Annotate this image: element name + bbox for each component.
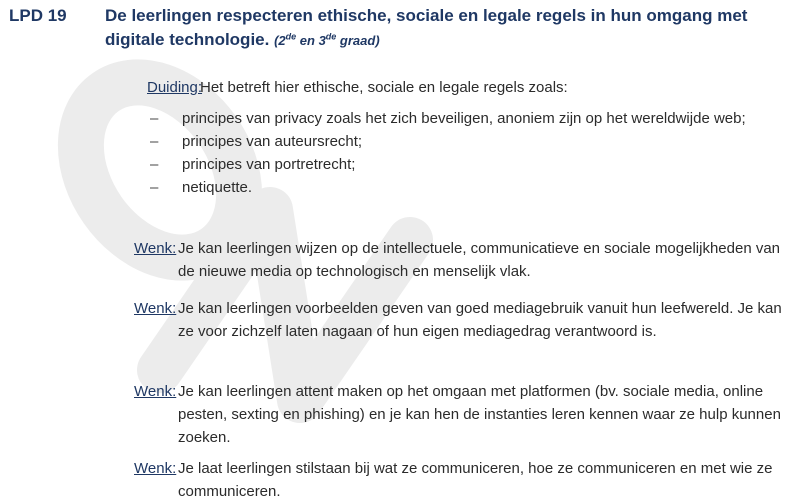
- grade-open: (2: [274, 33, 286, 48]
- dash-bullet: –: [150, 179, 159, 196]
- list-item: [150, 107, 790, 130]
- duiding-block: [147, 76, 787, 99]
- list-item-text: netiquette.: [182, 179, 253, 196]
- wenk-text: Je kan leerlingen voorbeelden geven van goed mediagebruik vanuit hun leefwereld. Je kan ze voor zichzelf laten nagaan of hun eigen mediagedrag verantwoord is.: [178, 300, 782, 340]
- dash-bullet: –: [150, 110, 159, 127]
- lpd-title-text: De leerlingen respecteren ethische, sociale en legale regels in hun omgang met digitale technologie.: [105, 6, 748, 49]
- lpd-grade: [274, 33, 380, 48]
- list-item: [150, 153, 790, 176]
- grade-mid: en 3: [296, 33, 326, 48]
- grade-sup-1: de: [285, 31, 297, 42]
- list-item-text: principes van portretrecht;: [182, 156, 356, 173]
- wenk-label: Wenk:: [134, 240, 177, 257]
- list-item-text: principes van auteursrecht;: [182, 133, 363, 150]
- wenk-block: [134, 237, 794, 283]
- lpd-title: [105, 4, 785, 53]
- dash-bullet: –: [150, 156, 159, 173]
- wenk-label: Wenk:: [134, 300, 177, 317]
- lpd-heading: [9, 4, 794, 53]
- wenk-text: Je kan leerlingen attent maken op het omgaan met platformen (bv. sociale media, online pesten, sexting en phishing) en je kan hen de instanties leren kennen waar ze hulp kunnen zoeken.: [178, 383, 781, 446]
- wenk-label: Wenk:: [134, 460, 177, 477]
- wenk-block: [134, 380, 794, 449]
- wenk-text: Je laat leerlingen stilstaan bij wat ze communiceren, hoe ze communiceren en met wie ze communiceren.: [178, 460, 773, 500]
- list-item: [150, 176, 790, 199]
- dash-bullet: –: [150, 133, 159, 150]
- grade-close: graad): [336, 33, 380, 48]
- list-item: [150, 130, 790, 153]
- duiding-text: Het betreft hier ethische, sociale en legale regels zoals:: [200, 79, 568, 96]
- lpd-code: LPD 19: [9, 6, 67, 25]
- duiding-list: [150, 107, 790, 199]
- wenk-block: [134, 457, 794, 503]
- grade-sup-2: de: [325, 31, 337, 42]
- duiding-label: Duiding:: [147, 79, 203, 96]
- wenk-text: Je kan leerlingen wijzen op de intellectuele, communicatieve en sociale mogelijkheden van de nieuwe media op technologisch en menselijk vlak.: [178, 240, 781, 280]
- wenk-block: [134, 297, 794, 343]
- list-item-text: principes van privacy zoals het zich beveiligen, anoniem zijn op het wereldwijde web;: [182, 110, 746, 127]
- wenk-label: Wenk:: [134, 383, 177, 400]
